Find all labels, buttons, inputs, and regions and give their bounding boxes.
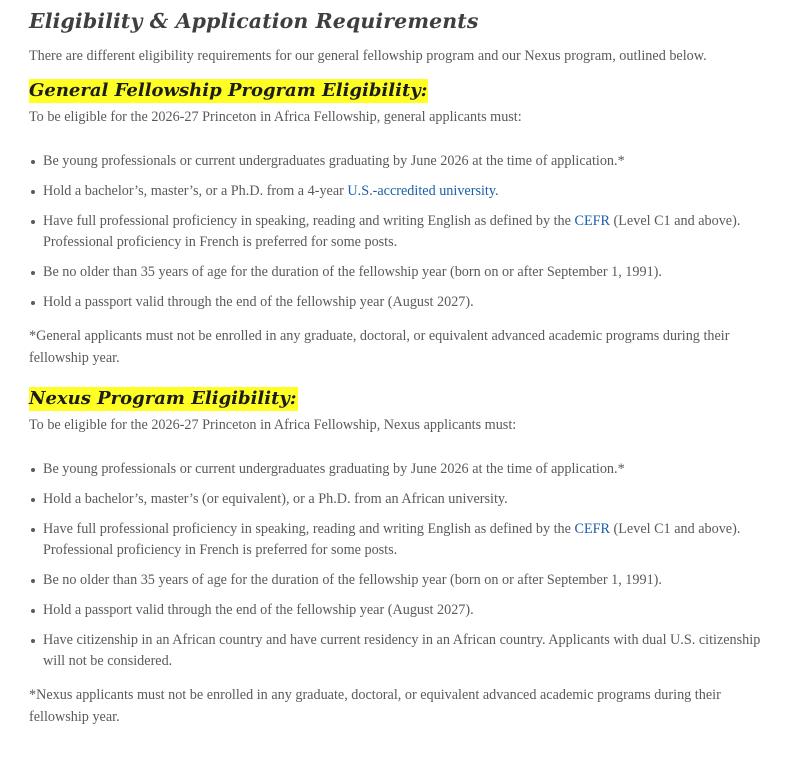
page-title: Eligibility & Application Requirements xyxy=(29,9,479,33)
us-accredited-university-link[interactable]: U.S.-accredited university xyxy=(347,183,496,199)
general-heading: General Fellowship Program Eligibility: xyxy=(29,80,428,101)
list-item: Be no older than 35 years of age for the duration of the fellowship year (born on or after September 1, 1991). xyxy=(29,570,768,591)
nexus-heading: Nexus Program Eligibility: xyxy=(29,388,297,409)
nexus-requirements-list xyxy=(29,459,768,672)
list-item: Be young professionals or current undergraduates graduating by June 2026 at the time of application.* xyxy=(29,459,768,480)
general-footnote: *General applicants must not be enrolled in any graduate, doctoral, or equivalent advanced academic programs during their fellowship year. xyxy=(29,328,730,366)
list-item: Have citizenship in an African country and have current residency in an African country. Applicants with dual U.S. citizenship will not be considered. xyxy=(29,630,768,672)
list-item: Hold a passport valid through the end of the fellowship year (August 2027). xyxy=(29,292,768,313)
general-lead: To be eligible for the 2026-27 Princeton in Africa Fellowship, general applicants must: xyxy=(29,109,522,125)
nexus-lead: To be eligible for the 2026-27 Princeton in Africa Fellowship, Nexus applicants must: xyxy=(29,417,517,433)
list-item: Hold a bachelor’s, master’s (or equivalent), or a Ph.D. from an African university. xyxy=(29,489,768,510)
list-item: Be young professionals or current undergraduates graduating by June 2026 at the time of application.* xyxy=(29,151,768,172)
general-requirements-list xyxy=(29,151,768,313)
cefr-link[interactable]: CEFR xyxy=(574,213,610,229)
list-item: Be no older than 35 years of age for the duration of the fellowship year (born on or after September 1, 1991). xyxy=(29,262,768,283)
list-item: Hold a bachelor’s, master’s, or a Ph.D. from a 4-year U.S.-accredited university. xyxy=(29,181,768,202)
nexus-footnote: *Nexus applicants must not be enrolled in any graduate, doctoral, or equivalent advanced academic programs during their fellowship year. xyxy=(29,687,721,725)
intro-text: There are different eligibility requirements for our general fellowship program and our Nexus program, outlined below. xyxy=(29,48,707,64)
general-section xyxy=(29,79,768,369)
list-item: Have full professional proficiency in speaking, reading and writing English as defined by the CEFR (Level C1 and above). Professional proficiency in French is preferred for some posts. xyxy=(29,519,768,561)
nexus-section xyxy=(29,387,768,728)
list-item: Hold a passport valid through the end of the fellowship year (August 2027). xyxy=(29,600,768,621)
list-item: Have full professional proficiency in speaking, reading and writing English as defined by the CEFR (Level C1 and above). Professional proficiency in French is preferred for some posts. xyxy=(29,211,768,253)
cefr-link[interactable]: CEFR xyxy=(574,521,610,537)
